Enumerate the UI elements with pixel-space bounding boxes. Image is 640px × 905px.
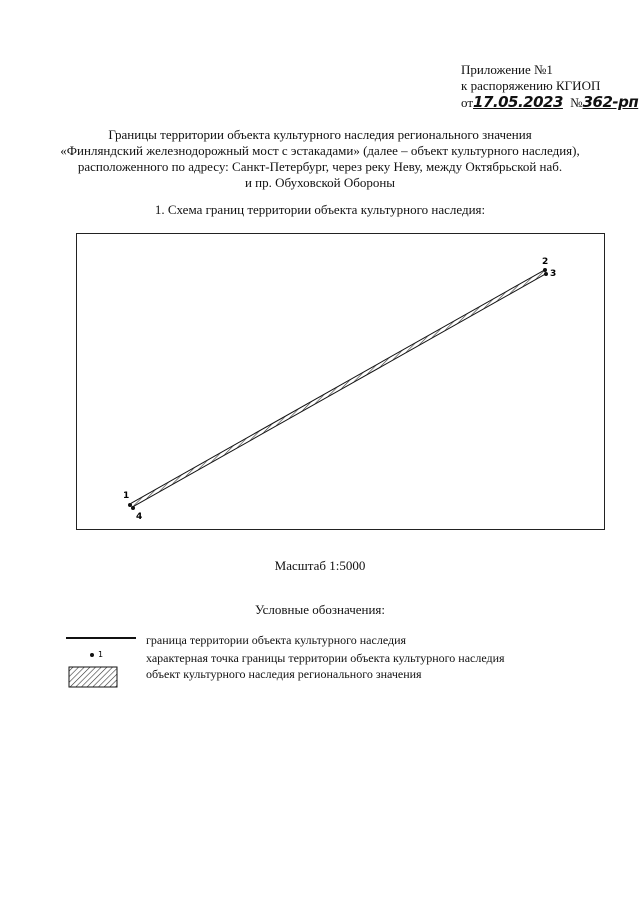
legend-title: Условные обозначения: [254,602,386,617]
title-line-1: Границы территории объекта культурного наследия регионального значения [108,127,532,142]
date-prefix: от [461,95,474,110]
map-scale: Масштаб 1:5000 [274,558,366,573]
legend-item-boundary: граница территории объекта культурного наследия [146,633,407,647]
legend-item-point: характерная точка границы территории объекта культурного наследия [146,651,505,665]
title-line-2: «Финляндский железнодорожный мост с эстакадами» (далее – объект культурного наследия), [60,143,580,158]
map-svg [77,234,604,529]
boundary-point-1 [128,503,132,507]
boundary-point-2 [543,268,547,272]
title-line-3: расположенного по адресу: Санкт-Петербург, через реку Неву, между Октябрьской наб. [77,159,563,174]
section-heading: 1. Схема границ территории объекта культурного наследия: [154,202,486,217]
order-date-number [461,93,639,111]
legend-point-number: 1 [98,650,104,659]
appendix-header [461,62,639,111]
hatched-area-icon [68,666,118,688]
boundary-scheme-map [76,233,605,530]
boundary-point-3 [544,272,548,276]
order-date: 17.05.2023 [473,93,563,111]
document-title [40,127,600,191]
number-prefix: № [570,95,583,110]
boundary-point-icon [88,647,118,661]
boundary-point-4 [131,506,135,510]
order-label: к распоряжению КГИОП [461,78,601,93]
order-number: 362-рп [582,93,639,111]
point-label-3: 3 [550,269,557,279]
bridge-object [132,272,545,505]
title-line-4: и пр. Обуховской Обороны [244,175,396,190]
legend-item-object: объект культурного наследия регионального значения [146,667,422,681]
appendix-label: Приложение №1 [461,62,553,77]
point-label-1: 1 [123,491,130,501]
point-label-2: 2 [542,257,549,267]
boundary-line-icon [66,635,136,641]
point-label-4: 4 [136,512,143,522]
